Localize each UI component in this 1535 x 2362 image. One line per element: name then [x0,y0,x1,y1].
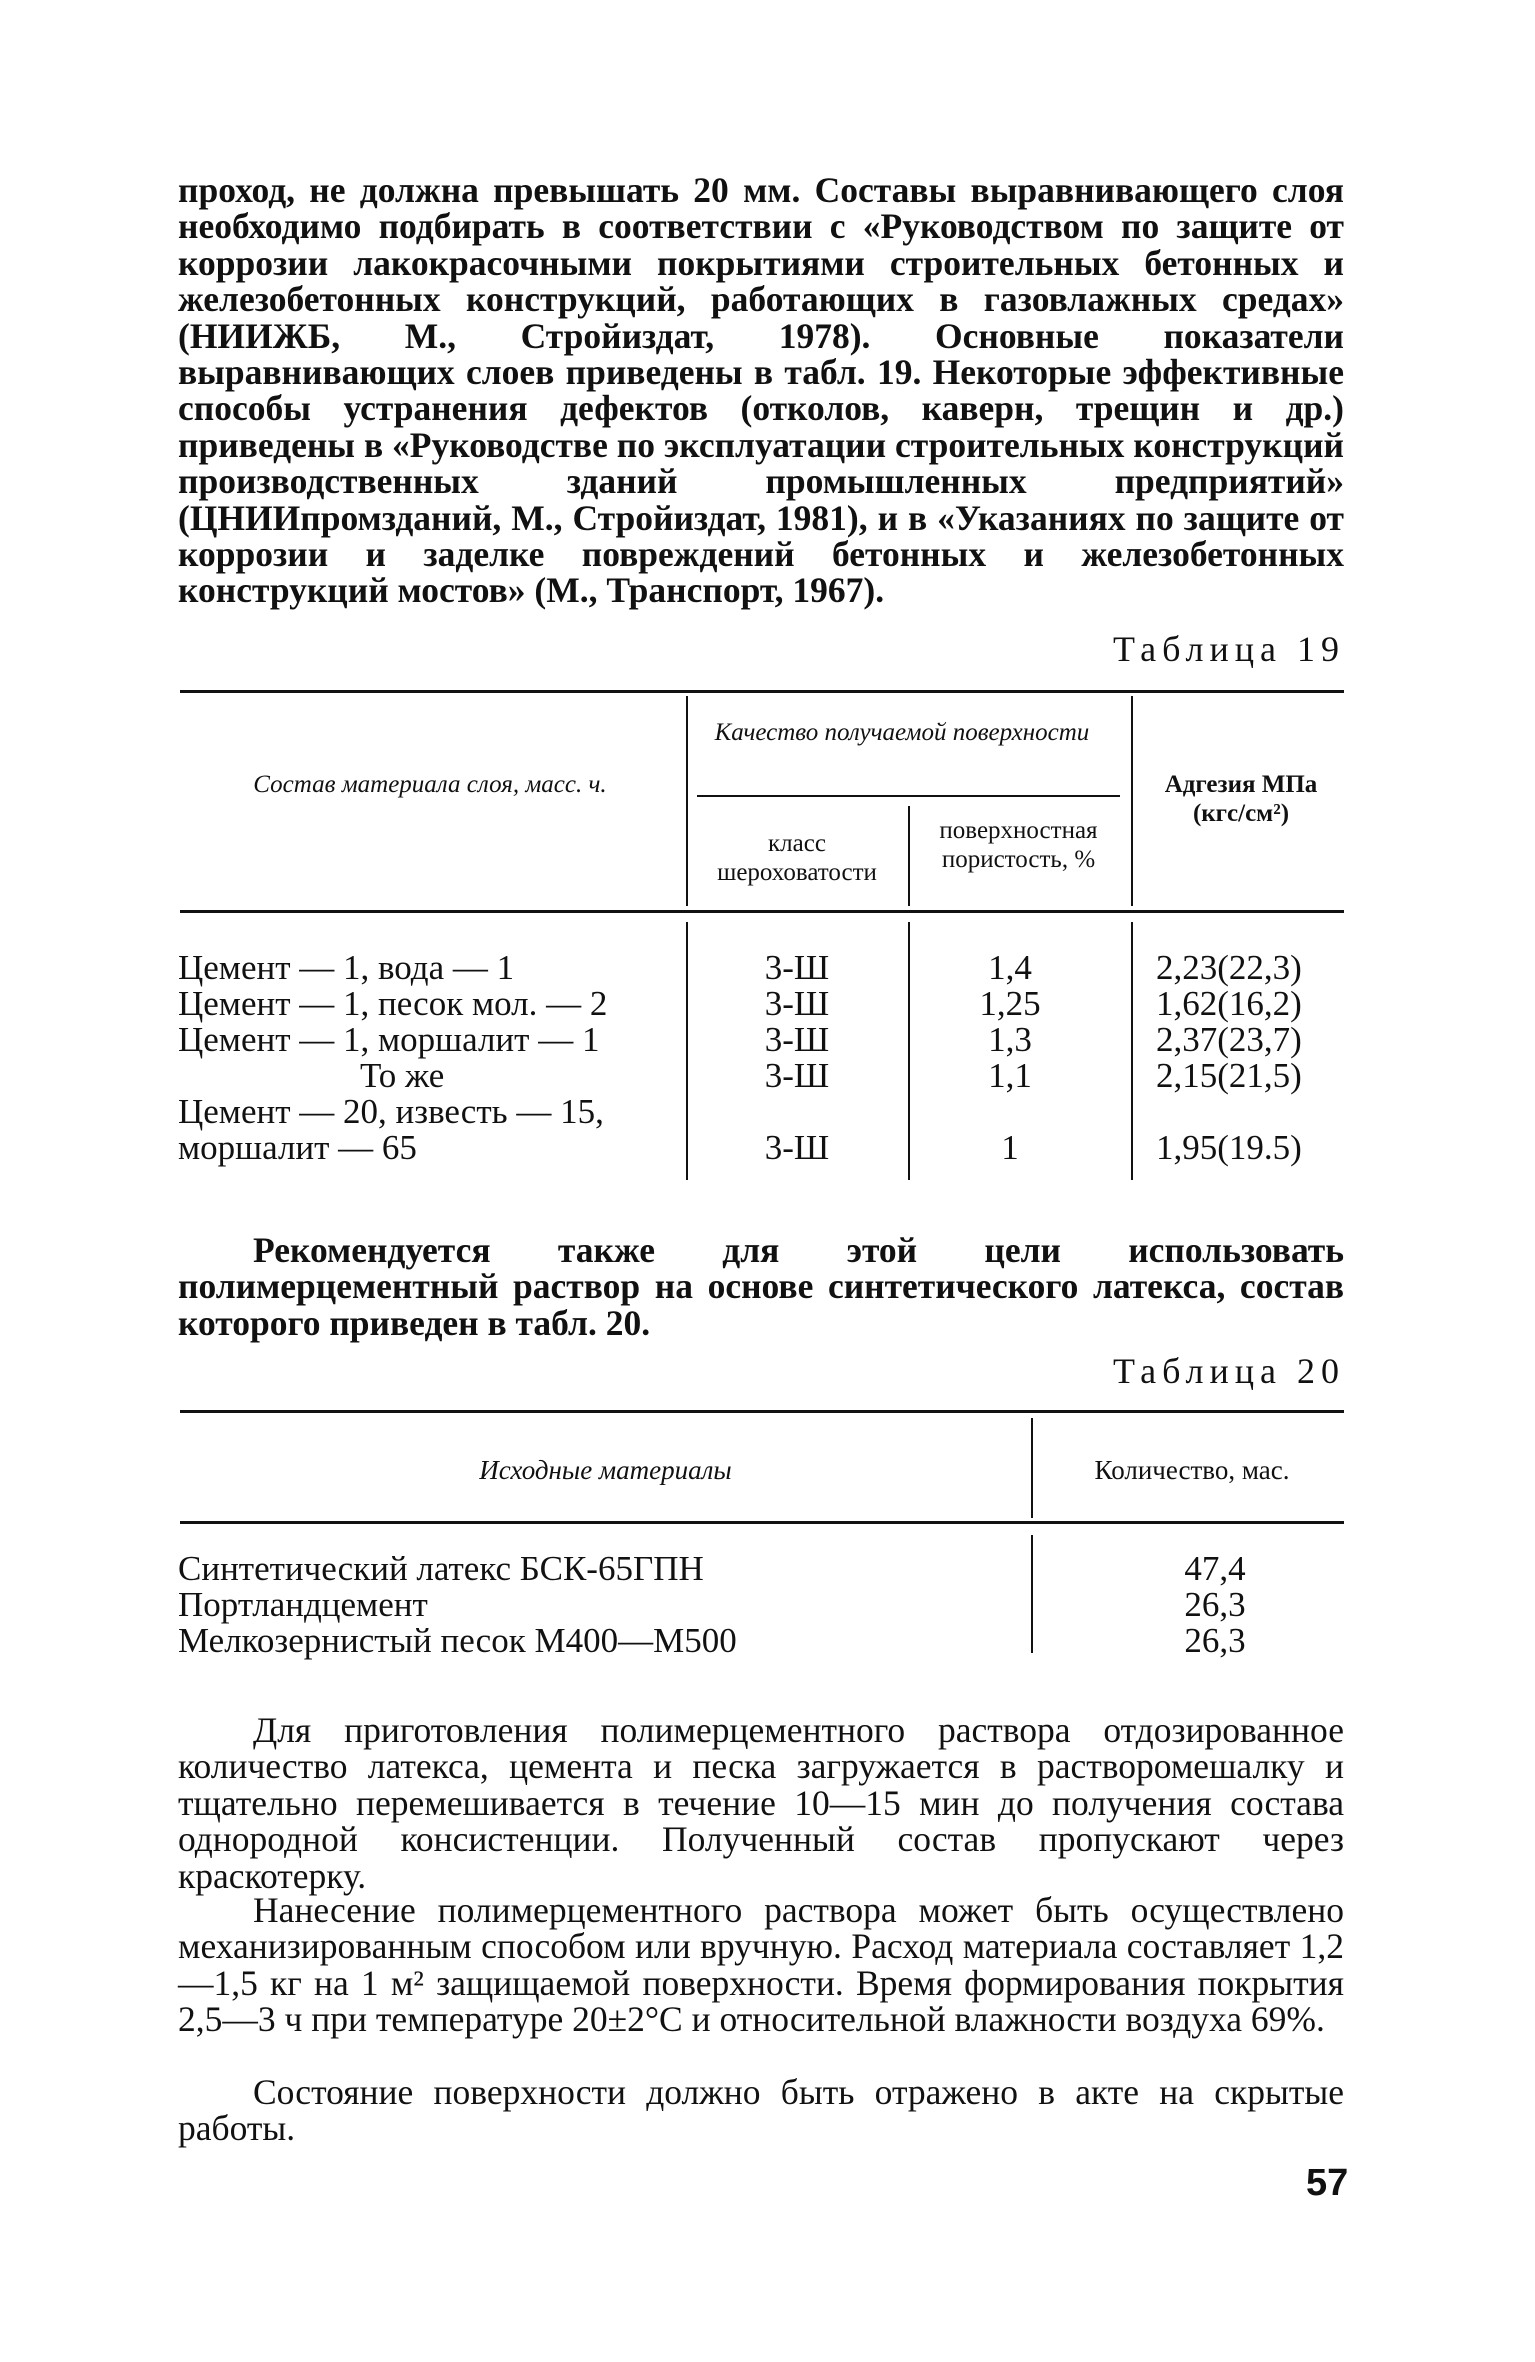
table-19-row-2-porosity: 1,25 [979,984,1041,1023]
table-20-header-materials: Исходные материалы [479,1455,732,1485]
table-20-divider [1031,1418,1033,1518]
table-19-row-3-composition: Цемент — 1, моршалит — 1 [178,1020,600,1059]
table-19-row-1-adhesion: 2,23(22,3) [1156,948,1302,987]
table-19-header-adhesion: Адгезия МПа (кгс/см²) [1164,771,1318,827]
table-20-top-rule [180,1410,1344,1413]
table-19-top-rule [180,690,1344,693]
table-19-row-4-roughness: 3-Ш [764,1056,830,1095]
table-20-row-1-material: Синтетический латекс БСК-65ГПН [178,1549,704,1588]
table-19-row-5-roughness: 3-Ш [764,1128,830,1167]
table-19-row-2-roughness: 3-Ш [764,984,830,1023]
table-20-row-2-material: Портландцемент [178,1585,428,1624]
table-20-header-quantity: Количество, мас. [1094,1455,1290,1485]
table-20-row-3-quantity: 26,3 [1184,1621,1246,1660]
table-19-subheader-rule [697,795,1120,797]
paragraph-preparation: Для приготовления полимерцементного раствора отдозированное количество латекса, цемента и песка загружается в растворомешалку и тщательно перемешивается в течение 10—15 мин до получения состава однородной консистенции. Полученный состав пропускают через краскотерку. [178,1710,1344,1896]
paragraph-intro: проход, не должна превышать 20 мм. Составы выравнивающего слоя необходимо подбирать в соответствии с «Руководством по защите от коррозии лакокрасочными покрытиями строительных бетонных и железобетонных конструкций, работающих в газовлажных средах» (НИИЖБ, М., Стройиздат, 1978). Основные показатели выравнивающих слоев приведены в табл. 19. Некоторые эффективные способы устранения дефектов (отколов, каверн, трещин и др.) приведены в «Руководстве по эксплуатации строительных конструкций производственных зданий промышленных предприятий» (ЦНИИпромзданий, М., Стройиздат, 1981), и в «Указаниях по защите от коррозии и заделке повреждений бетонных и железобетонных конструкций мостов» (М., Транспорт, 1967). [178,170,1344,611]
table-19-header-porosity: поверхностная пористость, % [939,817,1098,873]
table-19-row-1-composition: Цемент — 1, вода — 1 [178,948,515,987]
table-20-header-rule [180,1521,1344,1524]
table-19-header-roughness: класс шероховатости [717,830,877,886]
paragraph-polymer-cement: Рекомендуется также для этой цели использовать полимерцементный раствор на основе синтетического латекса, состав которого приведен в табл. 20. [178,1230,1344,1343]
table-19-header-rule [180,910,1344,913]
table-19-divider [1131,696,1133,906]
table-19-row-2-adhesion: 1,62(16,2) [1156,984,1302,1023]
table-20-row-3-material: Мелкозернистый песок М400—М500 [178,1621,737,1660]
table-19-row-5-adhesion: 1,95(19.5) [1156,1128,1302,1167]
table-20-row-1-quantity: 47,4 [1184,1549,1246,1588]
table-19-row-2-composition: Цемент — 1, песок мол. — 2 [178,984,608,1023]
paragraph-condition: Состояние поверхности должно быть отражено в акте на скрытые работы. [178,2072,1344,2149]
table-20-body-divider [1031,1535,1033,1653]
page-number: 57 [1306,2162,1349,2204]
paragraph-application: Нанесение полимерцементного раствора может быть осуществлено механизированным способом или вручную. Расход материала составляет 1,2—1,5 кг на 1 м² защищаемой поверхности. Время формирования покрытия 2,5—3 ч при температуре 20±2°С и относительной влажности воздуха 69%. [178,1890,1344,2040]
table-20-caption: Таблица 20 [1113,1351,1345,1391]
table-19-header-composition: Состав материала слоя, масс. ч. [253,771,607,798]
table-19-row-5-porosity: 1 [1001,1128,1019,1167]
table-20-row-2-quantity: 26,3 [1184,1585,1246,1624]
table-19-caption: Таблица 19 [1113,629,1345,669]
table-19-row-3-porosity: 1,3 [988,1020,1032,1059]
table-19-row-1-roughness: 3-Ш [764,948,830,987]
table-19-row-4-adhesion: 2,15(21,5) [1156,1056,1302,1095]
table-19-row-5-composition-line2: моршалит — 65 [178,1128,417,1167]
table-19-row-3-roughness: 3-Ш [764,1020,830,1059]
table-19-row-3-adhesion: 2,37(23,7) [1156,1020,1302,1059]
table-19-row-1-porosity: 1,4 [988,948,1032,987]
table-19-row-5-composition-line1: Цемент — 20, известь — 15, [178,1092,604,1131]
table-19-body-divider [1131,922,1133,1180]
table-19-header-quality: Качество получаемой поверхности [714,719,1090,746]
table-19-row-4-composition: То же [360,1056,445,1095]
table-19-row-4-porosity: 1,1 [988,1056,1032,1095]
table-19-divider [908,806,910,906]
